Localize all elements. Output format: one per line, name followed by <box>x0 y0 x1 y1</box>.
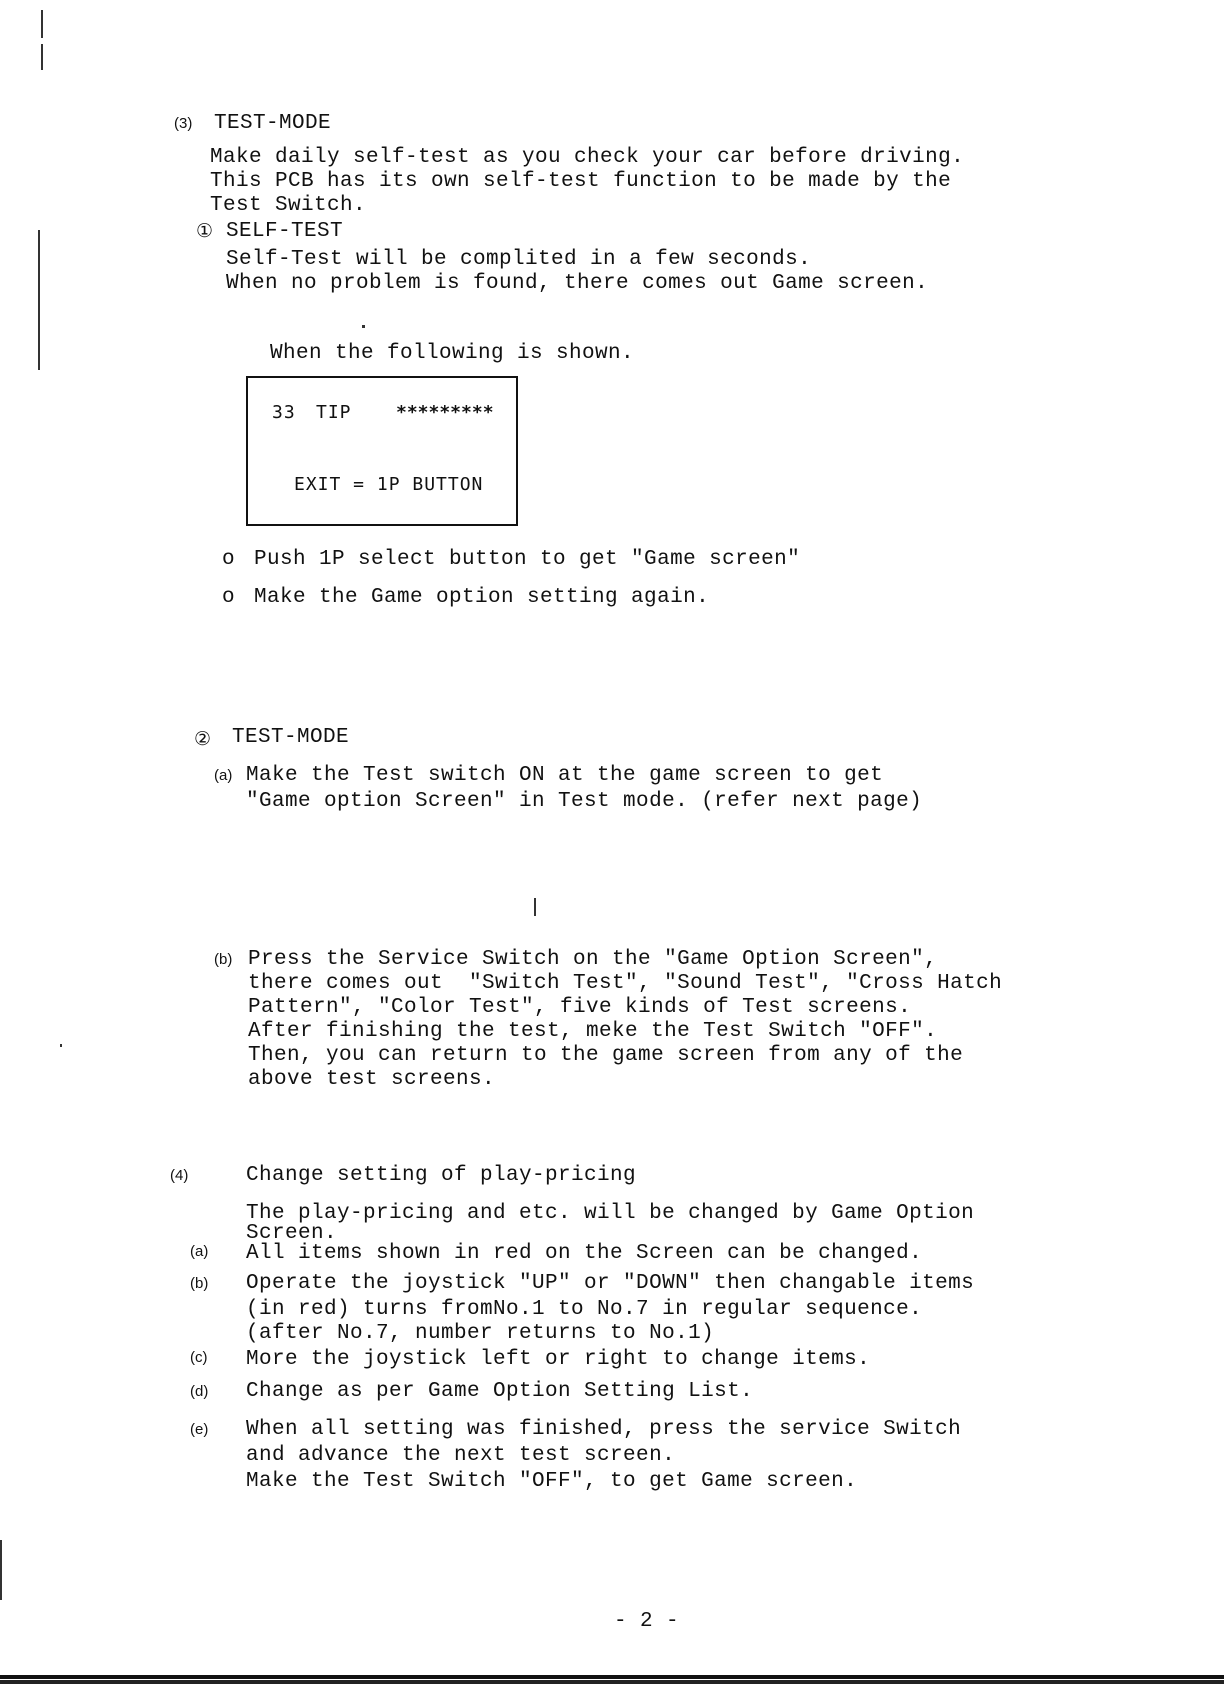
scan-dot <box>60 1044 62 1047</box>
bullet-1-marker: o <box>222 548 236 571</box>
test-mode-b-line-1: Press the Service Switch on the "Game Option Screen", <box>248 948 938 971</box>
test-mode-a-marker: (a) <box>214 767 233 784</box>
screen-stars: ********* <box>396 402 494 423</box>
item-e-line-1: When all setting was finished, press the service Switch <box>246 1418 962 1441</box>
test-mode-b-line-5: Then, you can return to the game screen from any of the <box>248 1044 964 1067</box>
self-test-line-2: When no problem is found, there comes out Game screen. <box>226 272 929 295</box>
page-number: - 2 - <box>614 1610 680 1633</box>
scan-mark <box>41 44 43 70</box>
item-a-marker: (a) <box>190 1243 209 1260</box>
item-d-line-1: Change as per Game Option Setting List. <box>246 1380 754 1403</box>
test-mode-b-line-3: Pattern", "Color Test", five kinds of Test screens. <box>248 996 912 1019</box>
test-mode-b-line-6: above test screens. <box>248 1068 496 1091</box>
section-3-intro-line-1: Make daily self-test as you check your car before driving. <box>210 146 965 169</box>
section-3-title: TEST-MODE <box>214 112 332 135</box>
section-3-marker: (3) <box>174 115 193 132</box>
screen-number: 33 <box>272 402 296 423</box>
screen-exit: EXIT = 1P BUTTON <box>294 474 484 495</box>
section-4-marker: (4) <box>170 1167 189 1184</box>
test-mode-marker: ② <box>194 728 212 750</box>
item-e-marker: (e) <box>190 1421 209 1438</box>
test-mode-a-line-1: Make the Test switch ON at the game screen to get <box>246 764 884 787</box>
test-mode-b-marker: (b) <box>214 951 233 968</box>
bullet-1-text: Push 1P select button to get "Game screen" <box>254 548 801 571</box>
item-c-line-1: More the joystick left or right to change items. <box>246 1348 871 1371</box>
section-3-intro-line-2: This PCB has its own self-test function to be made by the <box>210 170 952 193</box>
test-mode-b-line-4: After finishing the test, meke the Test Switch "OFF". <box>248 1020 938 1043</box>
screen-code: TIP <box>316 402 352 423</box>
scan-mark <box>41 10 43 38</box>
self-test-line-1: Self-Test will be complited in a few seconds. <box>226 248 812 271</box>
test-mode-title: TEST-MODE <box>232 726 350 749</box>
tip-screen-box <box>246 376 518 526</box>
item-b-line-2: (in red) turns fromNo.1 to No.7 in regular sequence. <box>246 1298 923 1321</box>
section-3-intro-line-3: Test Switch. <box>210 194 367 217</box>
scan-mark <box>38 230 40 370</box>
section-4-intro-line-1: The play-pricing and etc. will be changed by Game Option <box>246 1202 975 1225</box>
shown-label: When the following is shown. <box>270 342 635 365</box>
test-mode-a-line-2: "Game option Screen" in Test mode. (refer next page) <box>246 790 923 813</box>
section-4-title: Change setting of play-pricing <box>246 1164 637 1187</box>
item-a-line-1: All items shown in red on the Screen can be changed. <box>246 1242 923 1265</box>
scan-mark <box>0 1540 2 1600</box>
scan-dot <box>534 898 536 916</box>
item-e-line-2: and advance the next test screen. <box>246 1444 676 1467</box>
section-4-intro-line-2: Screen. <box>246 1222 338 1245</box>
bullet-2-text: Make the Game option setting again. <box>254 586 710 609</box>
item-d-marker: (d) <box>190 1383 209 1400</box>
item-c-marker: (c) <box>190 1349 208 1366</box>
item-b-marker: (b) <box>190 1275 209 1292</box>
item-b-line-3: (after No.7, number returns to No.1) <box>246 1322 715 1345</box>
item-b-line-1: Operate the joystick "UP" or "DOWN" then changable items <box>246 1272 975 1295</box>
scan-dot <box>362 325 365 328</box>
self-test-marker: ① <box>196 220 214 242</box>
item-e-line-3: Make the Test Switch "OFF", to get Game screen. <box>246 1470 858 1493</box>
page-bottom-rule <box>0 1675 1224 1679</box>
test-mode-b-line-2: there comes out "Switch Test", "Sound Test", "Cross Hatch <box>248 972 1003 995</box>
self-test-title: SELF-TEST <box>226 220 344 243</box>
bullet-2-marker: o <box>222 586 236 609</box>
page-bottom-edge <box>0 1680 1224 1684</box>
